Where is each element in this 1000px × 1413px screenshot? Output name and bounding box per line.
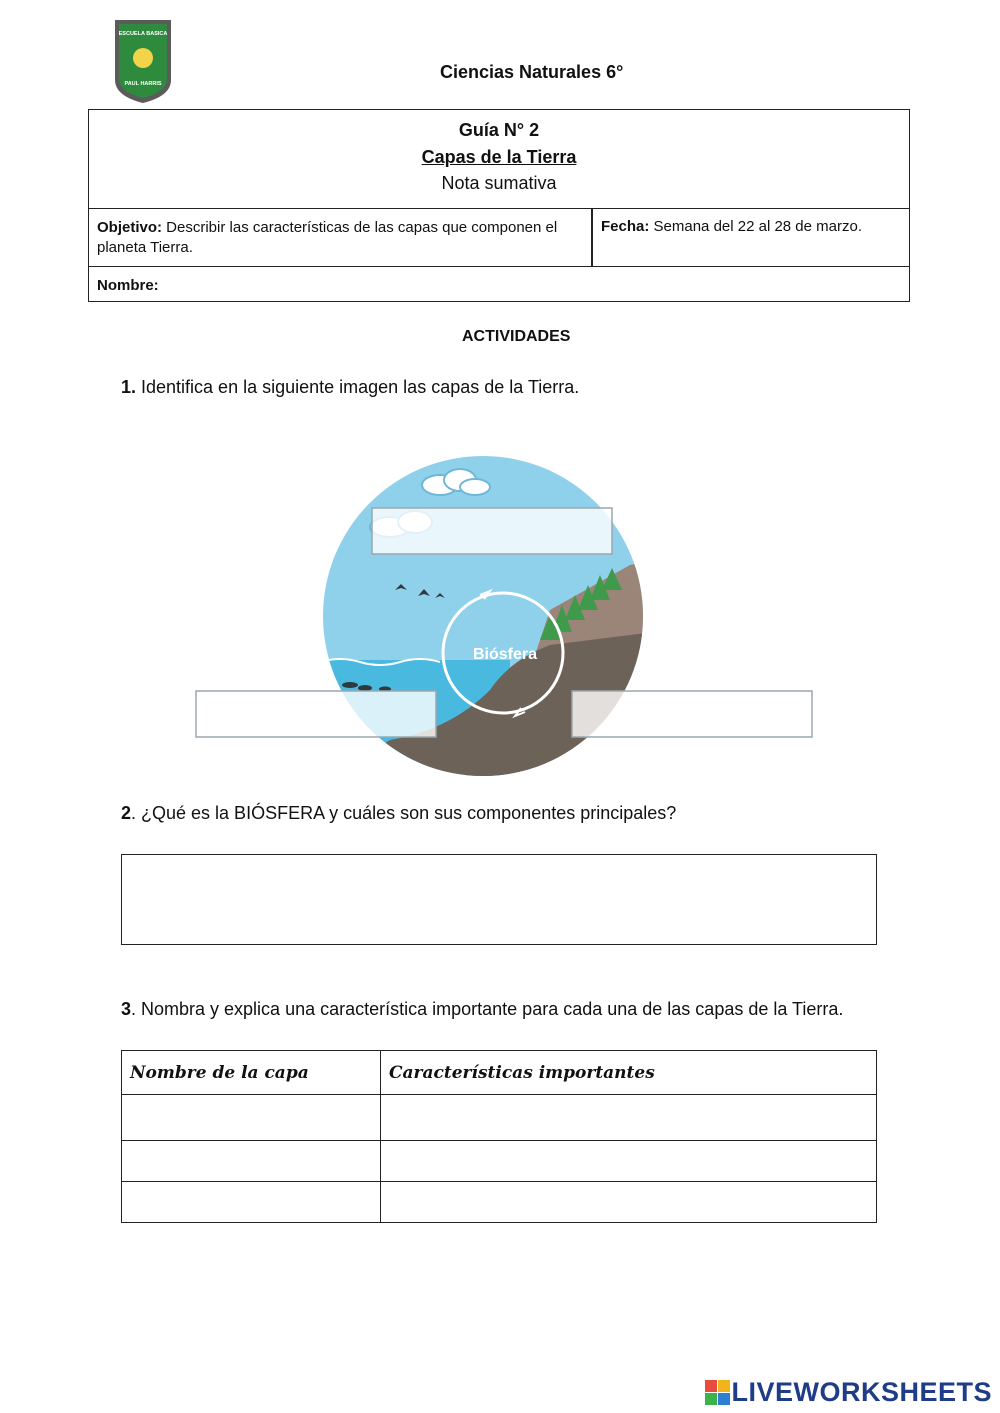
table-row	[122, 1182, 877, 1223]
characteristics-cell[interactable]	[381, 1095, 877, 1141]
name-label: Nombre:	[97, 277, 159, 294]
info-table-objective-row	[89, 208, 909, 267]
question-2	[121, 803, 676, 824]
question-1	[121, 377, 579, 398]
subject-title: Ciencias Naturales 6°	[440, 62, 624, 82]
logo-top-text: ESCUELA BASICA	[118, 31, 168, 37]
objective-text: Describir las características de las capas que componen el planeta Tierra.	[97, 219, 558, 256]
layer-name-cell[interactable]	[122, 1095, 381, 1141]
biosphere-label: Biósfera	[472, 646, 538, 663]
answer-box-right[interactable]	[572, 691, 812, 737]
grading-note: Nota sumativa	[441, 173, 557, 193]
question-3-text: . Nombra y explica una característica importante para cada una de las capas de la Tierra.	[131, 999, 844, 1019]
question-2-number: 2	[121, 803, 132, 823]
guide-number: Guía N° 2	[458, 120, 540, 140]
date	[601, 218, 862, 235]
answer-box-left[interactable]	[196, 691, 436, 737]
question-2-text: . ¿Qué es la BIÓSFERA y cuáles son sus componentes principales?	[131, 803, 677, 823]
question-3-number: 3	[121, 999, 132, 1019]
date-text: Semana del 22 al 28 de marzo.	[649, 218, 862, 235]
liveworksheets-logo-icon	[705, 1380, 731, 1406]
question-1-number: 1.	[121, 377, 137, 397]
brand-text: LIVEWORKSHEETS	[731, 1377, 992, 1407]
layer-name-cell[interactable]	[122, 1141, 381, 1182]
characteristics-cell[interactable]	[381, 1182, 877, 1223]
cell-divider	[591, 208, 593, 266]
objective-label: Objetivo:	[97, 219, 163, 236]
layer-name-cell[interactable]	[122, 1182, 381, 1223]
table-row	[122, 1141, 877, 1182]
layers-table	[121, 1050, 877, 1223]
question-3	[121, 999, 843, 1020]
table-row	[122, 1095, 877, 1141]
question-1-text: Identifica en la siguiente imagen las capas de la Tierra.	[136, 377, 580, 397]
liveworksheets-brand	[705, 1377, 992, 1408]
column-header-characteristics: Características importantes	[381, 1051, 877, 1095]
characteristics-cell[interactable]	[381, 1141, 877, 1182]
earth-layers-diagram	[190, 450, 820, 782]
info-table	[88, 109, 910, 302]
biosphere-answer-box[interactable]	[121, 854, 877, 945]
info-table-title-cell	[89, 110, 909, 209]
date-label: Fecha:	[601, 218, 650, 235]
school-logo	[113, 18, 173, 104]
answer-box-top[interactable]	[372, 508, 612, 554]
worksheet-title: Capas de la Tierra	[421, 147, 577, 167]
objective	[97, 218, 577, 258]
column-header-layer-name: Nombre de la capa	[122, 1051, 381, 1095]
activities-heading: ACTIVIDADES	[462, 328, 571, 345]
logo-bottom-text: PAUL HARRIS	[124, 81, 162, 87]
